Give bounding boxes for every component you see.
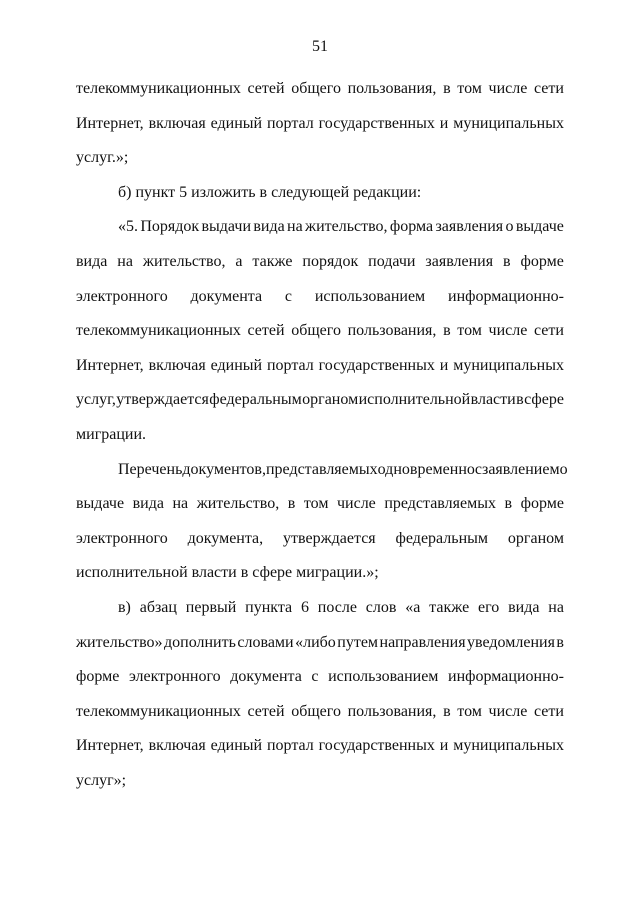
word: Интернет, [76,737,144,755]
word: портал [266,737,314,755]
word: в [504,495,513,513]
word: общего [291,80,341,97]
word: пользования, [347,80,437,97]
word: информационно- [448,668,564,686]
text-line [76,522,564,557]
word: общего [291,702,341,720]
word: портал [266,356,314,374]
word: государственных [318,356,435,374]
word: на [548,598,564,616]
word: «а [405,598,421,616]
word: государственных [318,737,435,755]
word: первый [185,598,237,616]
word: вида [132,495,164,513]
word: его [478,598,500,616]
word: абзац [139,598,177,616]
word: в [503,252,511,270]
word: а [235,252,243,270]
word: также [252,252,293,270]
word: включая [148,737,206,755]
word: заявления [435,218,504,236]
text-line [76,729,564,764]
word: изложить [191,183,256,201]
word: включая [148,114,206,132]
word: электронного [128,668,221,686]
word: 6 [300,598,309,616]
word: пользования, [347,322,437,340]
text-line [76,107,564,142]
word: сети [534,322,564,340]
word: том [457,702,482,720]
word: документа, [187,529,264,547]
word: выдаче [76,495,125,513]
word: выдаче [515,218,564,236]
word: включая [148,356,206,374]
word: пункт [135,183,176,201]
word: документов, [182,460,266,478]
word: утверждается [283,529,376,547]
word: миграции.»; [296,564,379,582]
text-line [76,660,564,695]
word: выдачи [201,218,251,236]
text-line [76,764,564,799]
word: жительство, [142,252,226,270]
word: власти [191,564,237,582]
word: телекоммуникационных [76,80,241,97]
word: представляемых [384,495,496,513]
word: пункта [245,598,293,616]
word: услуг.»; [76,149,129,167]
word: форме [520,252,564,270]
word: форме [76,668,120,686]
word: информационно- [448,287,564,305]
word: исполнительной [76,564,188,582]
text-line [76,626,564,661]
word: пользования, [347,702,437,720]
word: использованием [314,287,426,305]
word: единый [210,114,263,132]
word: исполнительной [358,391,471,409]
word: о [505,218,514,236]
word: в [516,391,524,409]
word: представляемых [265,460,378,478]
word: вида [508,598,540,616]
word: с [474,460,482,478]
text-line [76,453,568,488]
word: телекоммуникационных [76,702,241,720]
word: в [287,495,296,513]
word: общего [291,322,341,340]
word: власти [470,391,516,409]
word: сфере [524,391,564,409]
word: миграции. [76,425,147,443]
word: жительство» [76,633,163,651]
word: вида [253,218,285,236]
word: форме [520,495,564,513]
word: сетей [247,80,285,97]
word: том [303,495,329,513]
word: услуг»; [76,771,127,789]
word: использованием [328,668,439,686]
word: в) [118,598,131,616]
word: Перечень [118,460,183,478]
word: следующей [271,183,350,201]
word: в [259,183,268,201]
word: путем [337,633,379,651]
word: документа [190,287,263,305]
text-line [76,556,564,591]
text-line [76,210,564,245]
word: жительство, [305,218,388,236]
word: порядок [302,252,359,270]
text-line [76,314,564,349]
word: направления [379,633,466,651]
word: дополнить [164,633,236,651]
word: и [439,114,449,132]
word: форма [389,218,434,236]
word: подачи [368,252,416,270]
word: сетей [247,322,285,340]
word: утверждается [116,391,209,409]
word: после [317,598,357,616]
word: государственных [318,114,435,132]
text-line [76,349,564,384]
word: органом [507,529,564,547]
text-line [76,72,564,107]
word: сети [534,80,564,97]
word: федеральным [209,391,302,409]
word: в [443,322,451,340]
word: с [311,668,319,686]
word: документа [230,668,302,686]
word: в [556,633,564,651]
text-line [76,487,564,522]
word: муниципальных [453,737,564,755]
word: числе [488,702,528,720]
word: «5. [118,218,138,236]
word: о [559,460,568,478]
word: одновременно [377,460,475,478]
word: в [443,702,451,720]
word: сетей [247,702,285,720]
word: электронного [76,287,168,305]
word: числе [488,80,528,97]
word: единый [210,737,263,755]
word: сети [534,702,564,720]
word: электронного [76,529,168,547]
word: портал [266,114,314,132]
word: числе [488,322,528,340]
word: органом [302,391,359,409]
document-body [76,72,568,798]
word: вида [76,252,108,270]
word: на [117,252,133,270]
word: также [429,598,470,616]
text-line [76,591,564,626]
word: 5 [179,183,188,201]
word: и [439,737,449,755]
word: сфере [252,564,293,582]
word: Интернет, [76,114,144,132]
word: муниципальных [453,114,564,132]
word: слов [365,598,397,616]
word: и [439,356,449,374]
word: жительство, [196,495,280,513]
word: Порядок [140,218,200,236]
word: словами [237,633,294,651]
word: б) [118,183,132,201]
text-line [76,418,564,453]
word: уведомления [467,633,555,651]
word: том [457,80,482,97]
text-line [76,280,564,315]
word: в [240,564,249,582]
text-line [76,176,564,211]
word: Интернет, [76,356,144,374]
text-line [76,245,564,280]
word: с [284,287,293,305]
word: числе [336,495,376,513]
word: телекоммуникационных [76,322,241,340]
word: в [443,80,451,97]
word: муниципальных [453,356,564,374]
word: «либо [295,633,336,651]
word: единый [210,356,263,374]
text-line [76,141,564,176]
word: услуг, [76,391,116,409]
word: на [172,495,189,513]
word: на [287,218,303,236]
page-number: 51 [312,38,328,55]
word: заявлением [482,460,560,478]
word: редакции: [353,183,422,201]
word: заявления [425,252,494,270]
text-line [76,383,564,418]
word: том [457,322,482,340]
text-line [76,695,564,730]
word: федеральным [395,529,489,547]
